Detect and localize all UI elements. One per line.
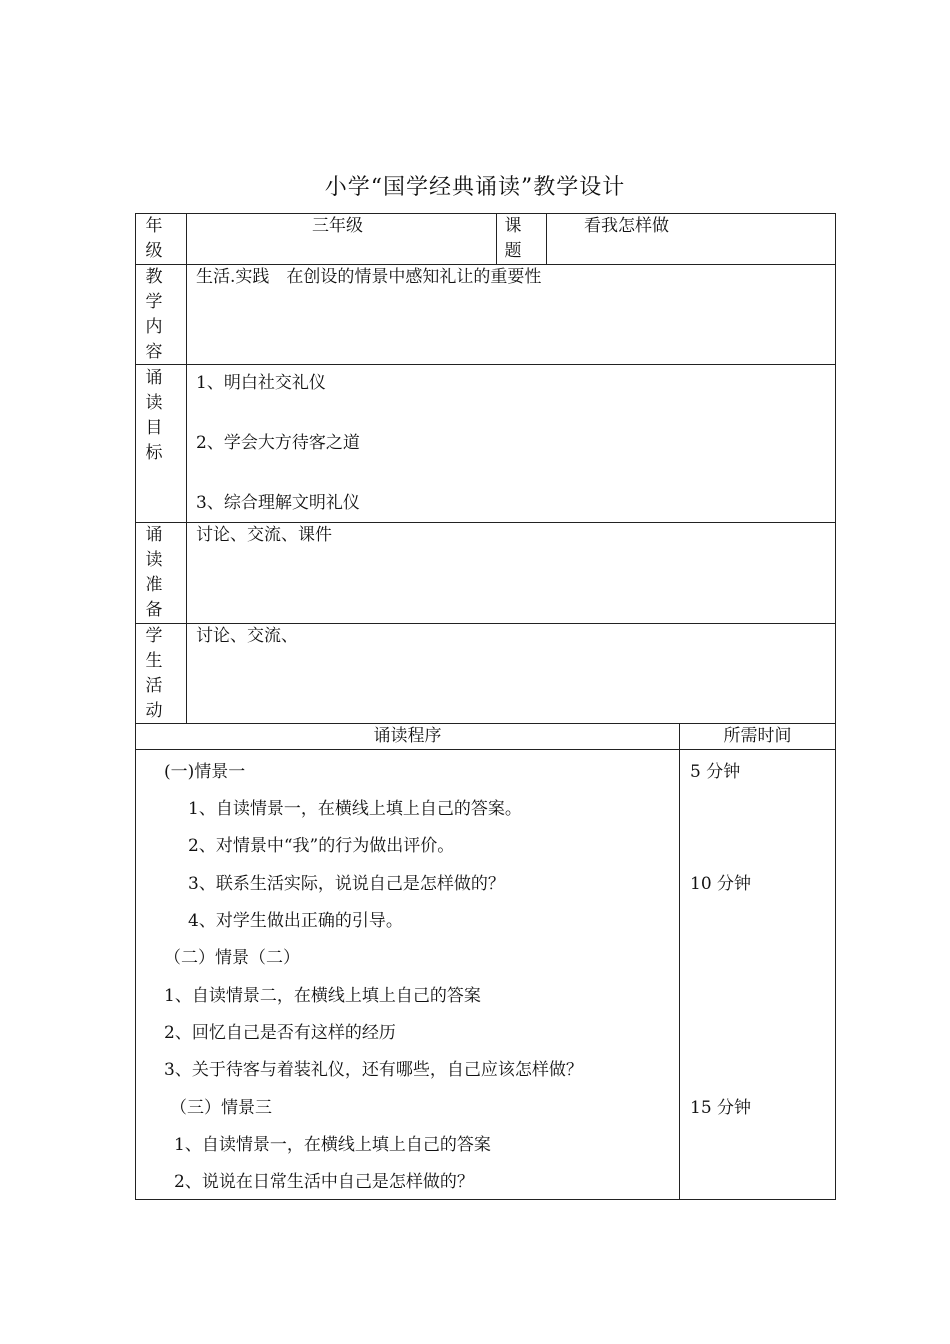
grade-label: 年 级 bbox=[145, 216, 163, 261]
content-label: 教 学 内 容 bbox=[145, 267, 163, 362]
table-border-right bbox=[835, 213, 836, 1200]
prep-label: 诵 读 准 备 bbox=[145, 525, 163, 620]
procedure-line: 2、说说在日常生活中自己是怎样做的？ bbox=[174, 1172, 474, 1192]
topic-label: 课 题 bbox=[504, 216, 522, 261]
time-header: 所需时间 bbox=[723, 726, 792, 746]
procedure-header: 诵读程序 bbox=[373, 726, 442, 746]
topic-column-divider bbox=[546, 213, 547, 265]
goal-item: 3、综合理解文明礼仪 bbox=[196, 493, 360, 513]
prep-value: 讨论、交流、课件 bbox=[196, 525, 332, 545]
activity-value: 讨论、交流、 bbox=[196, 626, 298, 646]
time-value: 10 分钟 bbox=[690, 874, 752, 894]
row-divider bbox=[135, 364, 836, 365]
procedure-line: 4、对学生做出正确的引导。 bbox=[188, 911, 403, 931]
procedure-line: 1、自读情景一，在横线上填上自己的答案 bbox=[174, 1135, 491, 1155]
procedure-line: 2、回忆自己是否有这样的经历 bbox=[164, 1023, 396, 1043]
grade-value: 三年级 bbox=[312, 216, 363, 236]
table-border-top bbox=[135, 213, 836, 214]
time-value: 15 分钟 bbox=[690, 1098, 752, 1118]
goal-item: 1、明白社交礼仪 bbox=[196, 373, 326, 393]
procedure-line: 2、对情景中“我”的行为做出评价。 bbox=[188, 836, 455, 856]
table-border-bottom bbox=[135, 1199, 836, 1200]
procedure-line: 3、关于待客与着装礼仪，还有哪些，自己应该怎样做？ bbox=[164, 1060, 583, 1080]
topic-column-divider bbox=[496, 213, 497, 265]
row-divider bbox=[135, 749, 836, 750]
goal-item: 2、学会大方待客之道 bbox=[196, 433, 360, 453]
page-title: 小学“国学经典诵读”教学设计 bbox=[324, 175, 626, 200]
procedure-line: (一)情景一 bbox=[164, 762, 246, 782]
label-column-divider bbox=[186, 213, 187, 724]
time-value: 5 分钟 bbox=[690, 762, 741, 782]
time-column-divider bbox=[679, 723, 680, 1200]
activity-label: 学 生 活 动 bbox=[145, 626, 163, 721]
procedure-line: （三）情景三 bbox=[170, 1098, 272, 1118]
table-border-left bbox=[135, 213, 136, 1200]
topic-value: 看我怎样做 bbox=[584, 216, 669, 236]
procedure-line: （二）情景（二） bbox=[164, 948, 300, 968]
procedure-line: 1、自读情景一，在横线上填上自己的答案。 bbox=[188, 799, 522, 819]
procedure-line: 1、自读情景二，在横线上填上自己的答案 bbox=[164, 986, 481, 1006]
goals-label: 诵 读 目 标 bbox=[145, 368, 163, 463]
procedure-line: 3、联系生活实际，说说自己是怎样做的？ bbox=[188, 874, 505, 894]
content-value: 生活.实践 在创设的情景中感知礼让的重要性 bbox=[196, 267, 542, 287]
